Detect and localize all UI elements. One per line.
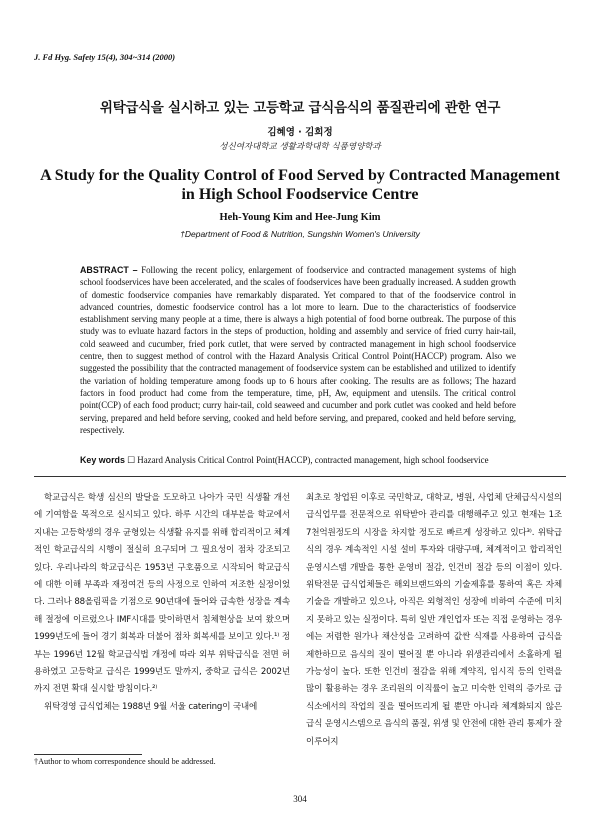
body-column-right — [306, 490, 562, 751]
keywords — [80, 455, 540, 466]
abstract — [80, 264, 516, 436]
body-paragraph: 위탁경영 급식업체는 1988년 9월 서울 catering이 국내에 — [44, 701, 258, 712]
section-divider — [34, 476, 566, 477]
body-column-left — [34, 490, 290, 716]
keywords-text: ☐ Hazard Analysis Critical Control Point(HACCP), contracted management, high school foodservice — [127, 455, 489, 465]
english-authors: Heh-Young Kim and Hee-Jung Kim — [219, 212, 381, 223]
korean-title: 위탁급식을 실시하고 있는 고등학교 급식음식의 품질관리에 관한 연구 — [99, 100, 501, 116]
keywords-label: Key words — [80, 455, 125, 465]
footnote: †Author to whom correspondence should be addressed. — [34, 757, 216, 766]
english-affiliation: †Department of Food & Nutrition, Sungshin Women's University — [180, 229, 420, 239]
footnote-divider — [34, 754, 142, 755]
korean-authors: 김혜영 · 김희정 — [267, 127, 333, 138]
journal-citation: J. Fd Hyg. Safety 15(4), 304~314 (2000) — [34, 52, 176, 62]
page-number: 304 — [293, 794, 307, 804]
korean-affiliation: 성신여자대학교 생활과학대학 식품영양학과 — [219, 142, 381, 152]
english-title: A Study for the Quality Control of Food Served by Contracted Management in High School Foodservice Centre — [40, 167, 560, 203]
abstract-label: ABSTRACT – — [80, 265, 138, 275]
abstract-text: Following the recent policy, enlargement of foodservice and contracted management systems of high school foodservices have been accelerated, and the scales of foodservices have been gradually increased. A sudden growth of domestic foodservice companies have remarkably disparated. Yet compared to that of the foodservice control in advanced countries, domestic foodservice control has a lot more to learn. Due to the characteristics of foodservice establishment serving many people at a time, there is always a high potential of food borne outbreak. The purpose of this study was to evluate hazard factors in the steps of production, holding and assembly and service of fried curry hair-tail, cold seaweed and cucumber, fried pork cutlet, that were served by contracted management in high school foodservice centre, then to suggest method of control with the Hazard Analysis Critical Control Point(HACCP) program. Also we suggested the possibility that the contracted management of foodservice system can be established and utilized to identify the variation of holding temperature among foods up to 6 hours after cooking. The results are as follows; The hazard factors in food product had come from the temperature, time, pH, Aw, equipment and utensils. The critical control point(CCP) of each food product; curry hair-tail, cold seaweed and cucumber and pork cutlet was cooked and held before serving, prepared and held before serving, cooked and held before serving, and prepared, cooked and held before serving, respectively. — [80, 265, 517, 435]
body-paragraph: 최초로 창업된 이후로 국민학교, 대학교, 병원, 사업체 단체급식시설의 급식업무를 전문적으로 위탁받아 관리를 대행해주고 있고 현재는 1조 7천억원정도의 시장을 차지할 정도로 빠르게 성장하고 있다³⁾. 위탁급식의 경우 계속적인 시설 설비 투자와 대량구매, 체계적이고 합리적인 운영시스템 개발을 통한 운영비 절감, 인건비 절감 등의 이점이 있다. 위탁전문 급식업체들은 해외브랜드와의 기술제휴를 통하여 혹은 자체기술을 개발하고 있으나, 아직은 외형적인 성장에 비하여 수준에 미치지 못하고 있는 실정이다. 특히 일반 개인업자 또는 직접 운영하는 경우에는 저렴한 원가나 채산성을 고려하여 값싼 식재를 사용하여 급식을 제한하므로 음식의 질이 떨어질 뿐 아니라 위생관리에서 소홀하게 될 가능성이 높다. 또한 인건비 절감을 위해 계약직, 임시직 등의 인력을 많이 활용하는 경우 조리원의 이직률이 높고 미숙한 인력의 증가로 급식소에서의 작업의 질을 떨어뜨리게 될 뿐만 아니라 체계화되지 않은 급식 운영시스템으로 음식의 품질, 위생 및 안전에 대한 관리 통제가 잘 이루어지 — [306, 493, 562, 747]
body-paragraph: 학교급식은 학생 심신의 발달을 도모하고 나아가 국민 식생활 개선에 기여함을 목적으로 실시되고 있다. 하루 시간의 대부분을 학교에서 지내는 고등학생의 경우 균형있는 식생활 유지를 위해 합리적이고 체계적인 학교급식의 시행이 절실히 요구되며 그 필요성이 점차 강조되고 있다. 우리나라의 학교급식은 1953년 구호품으로 시작되어 학교급식에 대한 이해 부족과 재정여건 등의 사정으로 인하여 저조한 실정이었다. 그러나 88올림픽을 기점으로 90년대에 들어와 급속한 성장을 계속해 절정에 이르렀으나 IMF시대를 맞이하면서 침체현상을 보여 왔으며 1999년도에 들어 경기 회복과 더불어 점차 회복세를 보이고 있다.¹⁾ 정부는 1996년 12월 학교급식법 개정에 따라 외부 위탁급식을 전면 허용하였고 고등학교 급식은 1999년도 말까지, 중학교 급식은 2002년까지 전면 확대 실시할 방침이다.²⁾ — [34, 493, 290, 695]
